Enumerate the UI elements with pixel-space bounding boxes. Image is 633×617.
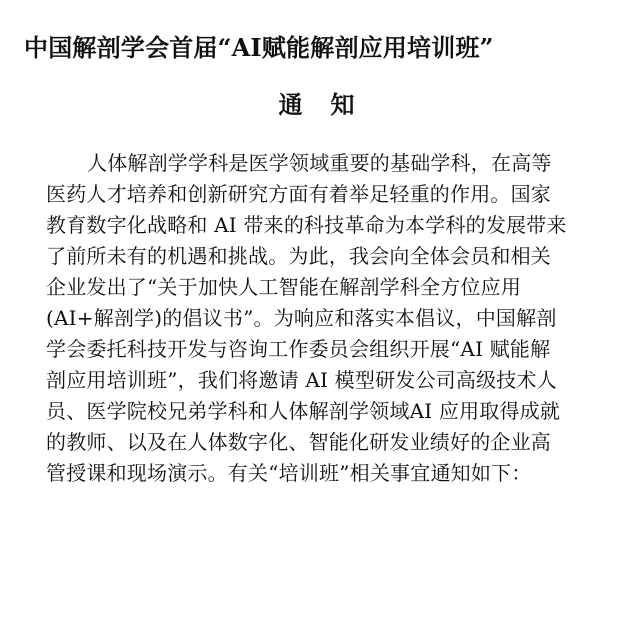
paragraph-line: 医药人才培养和创新研究方面有着举足轻重的作用。国家 [46,182,551,206]
paragraph-line: 员、医学院校兄弟学科和人体解剖学领域AI 应用取得成就 [46,399,561,423]
paragraph-line: 管授课和现场演示。有关“培训班”相关事宜通知如下： [46,461,532,485]
paragraph-line: (AI+解剖学)的倡议书”。为响应和落实本倡议，中国解剖 [46,306,557,330]
paragraph-line: 教育数字化战略和 AI 带来的科技革命为本学科的发展带来 [46,213,567,237]
document-subtitle: 通知 [278,90,383,119]
body-paragraph [46,148,606,489]
paragraph-line: 企业发出了“关于加快人工智能在解剖学科全方位应用 [46,275,522,299]
paragraph-line: 人体解剖学学科是医学领域重要的基础学科，在高等 [87,151,552,175]
paragraph-line: 的教师、以及在人体数字化、智能化研发业绩好的企业高 [46,430,551,454]
paragraph-line: 了前所未有的机遇和挑战。为此，我会向全体会员和相关 [46,244,551,268]
paragraph-line: 学会委托科技开发与咨询工作委员会组织开展“AI 赋能解 [46,337,551,361]
document-title: 中国解剖学会首届“AI赋能解剖应用培训班” [24,33,494,62]
paragraph-line: 剖应用培训班”，我们将邀请 AI 模型研发公司高级技术人 [46,368,557,392]
